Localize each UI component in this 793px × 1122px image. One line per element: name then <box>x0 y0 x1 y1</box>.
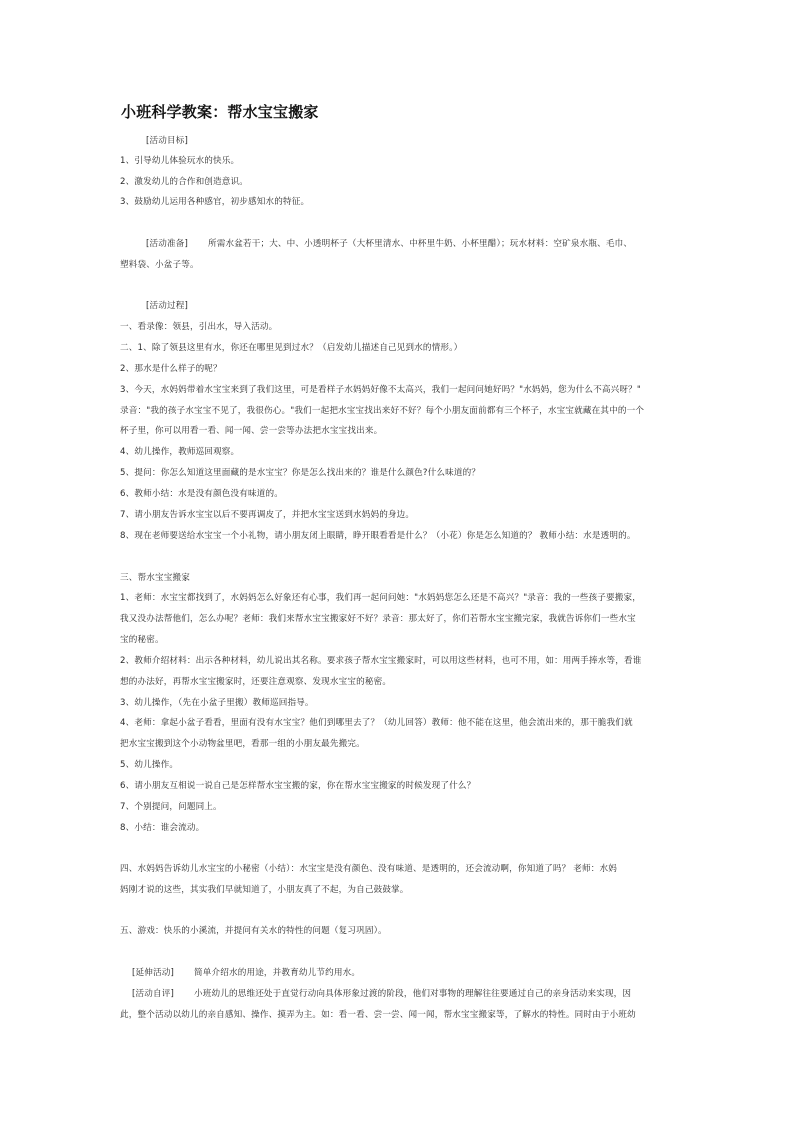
process-line: 3、今天，水妈妈带着水宝宝来到了我们这里，可是看样子水妈妈好像不太高兴，我们一起问问她好吗？"水妈妈，您为什么不高兴呀？" <box>120 385 641 395</box>
section5-line: 五、游戏：快乐的小溪流，并提问有关水的特性的问题（复习巩固）。 <box>120 926 387 936</box>
goal-item: 3、鼓励幼儿运用各种感官，初步感知水的特征。 <box>120 197 310 207</box>
extension-label: [延伸活动] <box>132 968 174 978</box>
review-text: 小班幼儿的思维还处于直觉行动向具体形象过渡的阶段，他们对事物的理解往往要通过自己的亲身活动来实现，因 <box>193 989 632 999</box>
process-line: 4、幼儿操作，教师巡回观察。 <box>120 447 240 457</box>
section4-line: 妈刚才说的这些，其实我们早就知道了，小朋友真了不起，为自己鼓鼓掌。 <box>120 885 409 895</box>
page-title: 小班科学教案：帮水宝宝搬家 <box>121 103 319 121</box>
process-line: 2、那水是什么样子的呢？ <box>120 364 222 374</box>
section3-line: 2、教师介绍材料：出示各种材料，幼儿说出其名称。要求孩子帮水宝宝搬家时，可以用这些材料，也可不用，如：用两手捧水等，看谁 <box>120 656 642 666</box>
process-heading: [活动过程] <box>146 301 188 311</box>
section3-line: 1、老师：水宝宝都找到了，水妈妈怎么好象还有心事，我们再一起问问她："水妈妈您怎么还是不高兴？"录音：我的一些孩子要搬家， <box>120 593 641 603</box>
section3-line: 6、请小朋友互相说一说自己是怎样帮水宝宝搬的家，你在帮水宝宝搬家的时候发现了什么？ <box>120 781 476 791</box>
extension-line <box>132 967 360 979</box>
section3-line: 5、幼儿操作。 <box>120 760 179 770</box>
section3-line: 我又没办法帮他们，怎么办呢？老师：我们来帮水宝宝搬家好不好？录音：那太好了，你们若帮水宝宝搬完家，我就告诉你们一些水宝 <box>120 614 636 624</box>
section3-line: 7、个别提问，问题同上。 <box>120 802 222 812</box>
section4-line: 四、水妈妈告诉幼儿水宝宝的小秘密（小结）：水宝宝是没有颜色、没有味道、是透明的，还会流动啊，你知道了吗？ 老师：水妈 <box>120 864 617 874</box>
process-line: 5、提问：你怎么知道这里面藏的是水宝宝？你是怎么找出来的？谁是什么颜色?什么味道的？ <box>120 468 481 478</box>
goals-heading: [活动目标] <box>146 136 188 146</box>
review-label: [活动自评] <box>132 989 174 999</box>
review-line-2: 此，整个活动以幼儿的亲自感知、操作、摸弄为主。如：看一看、尝一尝、闻一闻，帮水宝宝搬家等，了解水的特性。同时由于小班幼 <box>120 1010 636 1020</box>
review-line-1 <box>132 988 631 1000</box>
section3-line: 3、幼儿操作，（先在小盆子里搬）教师巡回指导。 <box>120 698 314 708</box>
process-line: 8、现在老师要送给水宝宝一个小礼物，请小朋友闭上眼睛，睁开眼看看是什么？（小花）你是怎么知道的？ 教师小结：水是透明的。 <box>120 531 636 541</box>
section3-heading: 三、帮水宝宝搬家 <box>120 573 190 583</box>
process-line: 一、看录像：领县，引出水，导入活动。 <box>120 322 278 332</box>
extension-text: 简单介绍水的用途，并教育幼儿节约用水。 <box>193 968 361 978</box>
prep-line-2: 塑料袋、小盆子等。 <box>120 260 199 270</box>
goal-item: 2、激发幼儿的合作和创造意识。 <box>120 177 249 187</box>
section3-line: 8、小结：谁会流动。 <box>120 823 205 833</box>
process-line: 杯子里，你可以用看一看、闻一闻、尝一尝等办法把水宝宝找出来。 <box>120 426 383 436</box>
section3-line: 4、老师：拿起小盆子看看，里面有没有水宝宝？他们到哪里去了？（幼儿回答）教师：他不能在这里，他会流出来的，那干脆我们就 <box>120 718 633 728</box>
goal-item: 1、引导幼儿体验玩水的快乐。 <box>120 156 240 166</box>
section3-line: 宝的秘密。 <box>120 635 164 645</box>
process-line: 二、1、除了领县这里有水，你还在哪里见到过水？（启发幼儿描述自己见到水的情形。） <box>120 343 463 353</box>
section3-line: 想的办法好，再帮水宝宝搬家时，还要注意观察、发现水宝宝的秘密。 <box>120 677 392 687</box>
prep-line-1 <box>146 238 632 250</box>
prep-text: 所需水盆若干；大、中、小透明杯子（大杯里清水、中杯里牛奶、小杯里醋）；玩水材料：空矿泉水瓶、毛巾、 <box>207 239 633 249</box>
section3-line: 把水宝宝搬到这个小动物盆里吧，看那一组的小朋友最先搬完。 <box>120 739 365 749</box>
process-line: 7、请小朋友告诉水宝宝以后不要再调皮了，并把水宝宝送到水妈妈的身边。 <box>120 510 415 520</box>
process-line: 录音："我的孩子水宝宝不见了，我很伤心。"我们一起把水宝宝找出来好不好？每个小朋友面前都有三个杯子，水宝宝就藏在其中的一个 <box>120 406 645 416</box>
process-line: 6、教师小结：水是没有颜色没有味道的。 <box>120 489 284 499</box>
prep-heading: [活动准备] <box>146 239 188 249</box>
